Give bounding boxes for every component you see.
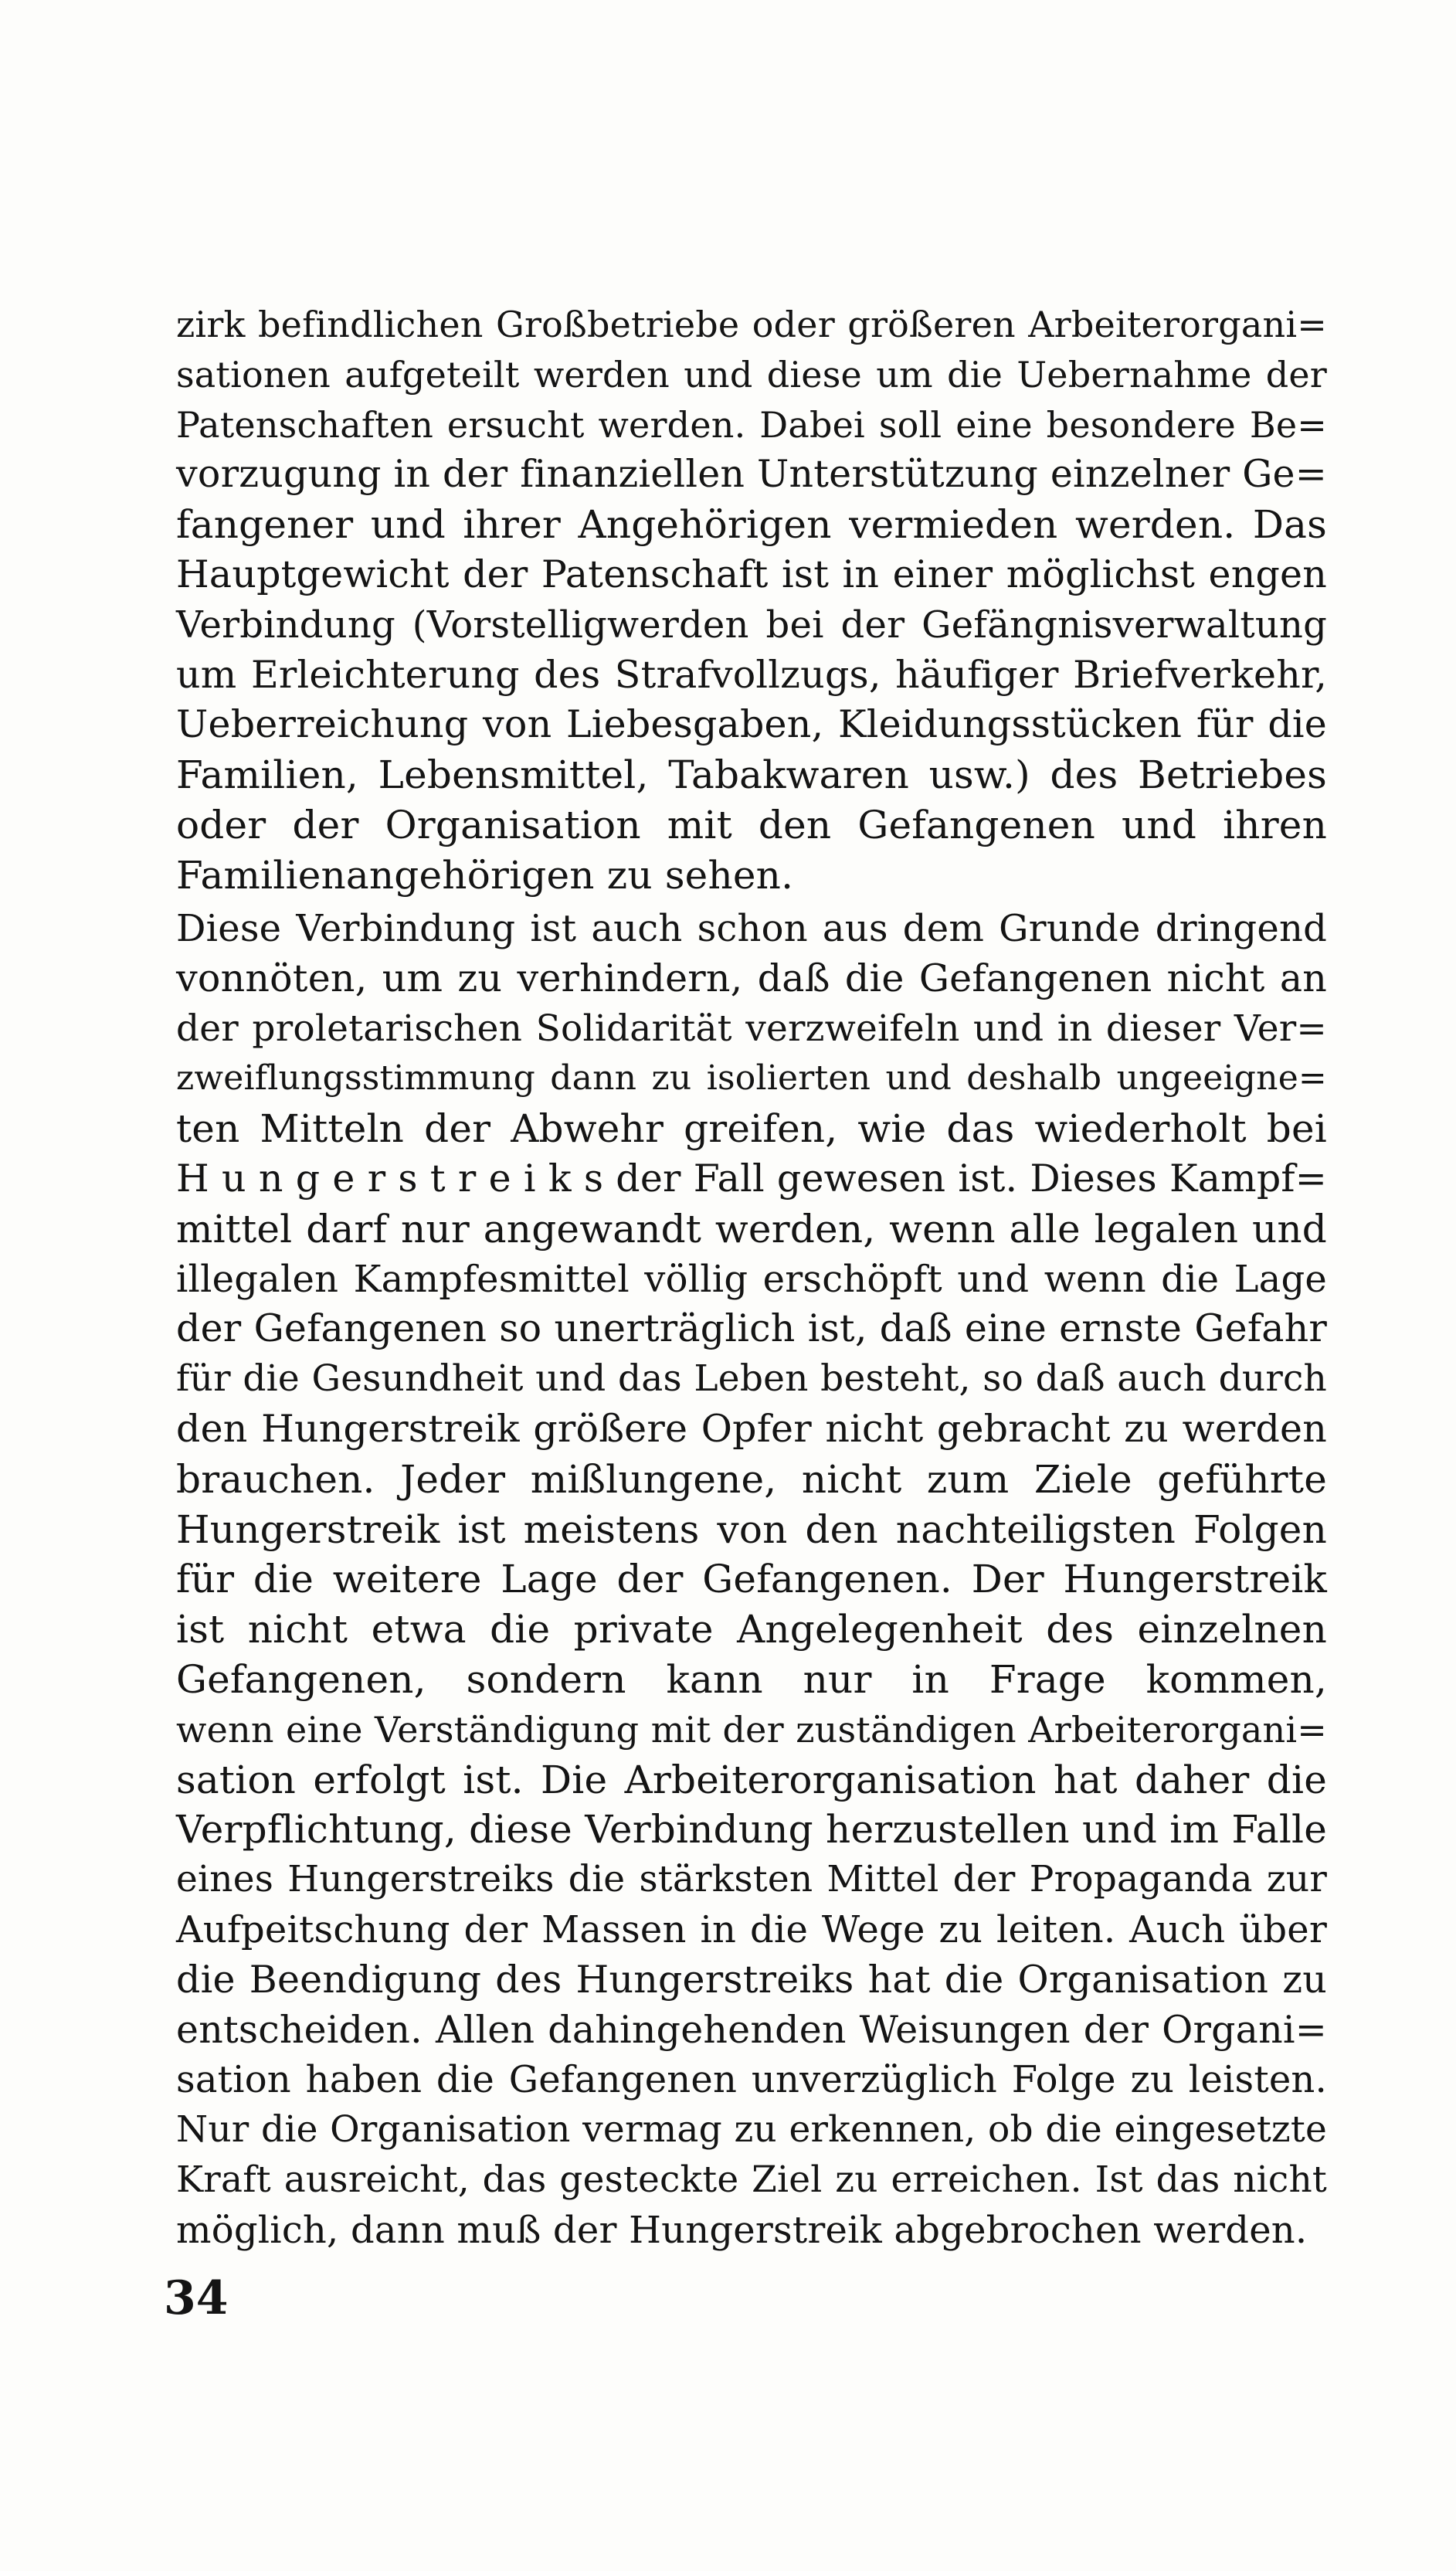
- text-line: Hungerstreik ist meistens von den nachteiligsten Folgen: [176, 1506, 1327, 1552]
- text-line: Kraft ausreicht, das gesteckte Ziel zu erreichen. Ist das nicht: [176, 2158, 1327, 2201]
- text-line: Familienangehörigen zu sehen.: [176, 852, 794, 898]
- text-line: sation haben die Gefangenen unverzüglich Folge zu leisten.: [176, 2058, 1327, 2102]
- text-line: zweiflungsstimmung dann zu isolierten und deshalb ungeeigne=: [176, 1058, 1327, 1099]
- text-line: um Erleichterung des Strafvollzugs, häufiger Briefverkehr,: [176, 652, 1327, 697]
- text-line: H u n g e r s t r e i k s der Fall gewesen ist. Dieses Kampf=: [176, 1156, 1327, 1201]
- text-line: Aufpeitschung der Massen in die Wege zu leiten. Auch über: [176, 1907, 1327, 1951]
- text-line: Verbindung (Vorstelligwerden bei der Gefängnisverwaltung: [176, 603, 1327, 647]
- paragraph-1: [176, 300, 1327, 901]
- text-line: Verpflichtung, diese Verbindung herzustellen und im Falle: [176, 1807, 1327, 1853]
- text-line: sation erfolgt ist. Die Arbeiterorganisation hat daher die: [176, 1757, 1327, 1802]
- text-line: den Hungerstreik größere Opfer nicht gebracht zu werden: [176, 1406, 1327, 1451]
- text-line: sationen aufgeteilt werden und diese um die Uebernahme der: [176, 353, 1327, 396]
- text-line: Ueberreichung von Liebesgaben, Kleidungsstücken für die: [176, 702, 1327, 747]
- text-line: ist nicht etwa die private Angelegenheit des einzelnen: [176, 1607, 1327, 1652]
- text-line: Gefangenen, sondern kann nur in Frage kommen,: [176, 1656, 1327, 1702]
- text-line: Hauptgewicht der Patenschaft ist in einer möglichst engen: [176, 552, 1327, 596]
- text-line: Diese Verbindung ist auch schon aus dem Grunde dringend: [176, 907, 1327, 950]
- text-line: Patenschaften ersucht werden. Dabei soll eine besondere Be=: [176, 403, 1327, 446]
- text-line: mittel darf nur angewandt werden, wenn alle legalen und: [176, 1206, 1327, 1252]
- text-line: Familien, Lebensmittel, Tabakwaren usw.) des Betriebes: [176, 752, 1327, 798]
- text-line: vorzugung in der finanziellen Unterstützung einzelner Ge=: [176, 452, 1327, 497]
- text-line: entscheiden. Allen dahingehenden Weisungen der Organi=: [176, 2007, 1327, 2052]
- text-line: ten Mitteln der Abwehr greifen, wie das wiederholt bei: [176, 1106, 1327, 1152]
- text-line: der Gefangenen so unerträglich ist, daß eine ernste Gefahr: [176, 1306, 1327, 1351]
- paragraph-2: [176, 904, 1327, 2256]
- text-line: vonnöten, um zu verhindern, daß die Gefangenen nicht an: [176, 956, 1327, 1000]
- text-line: wenn eine Verständigung mit der zuständigen Arbeiterorgani=: [176, 1708, 1327, 1751]
- text-line: für die weitere Lage der Gefangenen. Der Hungerstreik: [176, 1557, 1327, 1602]
- text-line: möglich, dann muß der Hungerstreik abgebrochen werden.: [176, 2208, 1308, 2252]
- text-line: oder der Organisation mit den Gefangenen und ihren: [176, 802, 1327, 847]
- text-line: Nur die Organisation vermag zu erkennen, ob die eingesetzte: [176, 2108, 1327, 2152]
- text-line: illegalen Kampfesmittel völlig erschöpft und wenn die Lage: [176, 1257, 1327, 1301]
- text-line: eines Hungerstreiks die stärksten Mittel der Propaganda zur: [176, 1858, 1327, 1901]
- text-line: zirk befindlichen Großbetriebe oder größeren Arbeiterorgani=: [176, 304, 1327, 345]
- page-number: 34: [164, 2271, 229, 2325]
- text-line: für die Gesundheit und das Leben besteht, so daß auch durch: [176, 1357, 1327, 1401]
- text-line: brauchen. Jeder mißlungene, nicht zum Ziele geführte: [176, 1456, 1327, 1502]
- text-line: der proletarischen Solidarität verzweifeln und in dieser Ver=: [176, 1007, 1327, 1050]
- text-line: die Beendigung des Hungerstreiks hat die Organisation zu: [176, 1957, 1327, 2002]
- text-line: fangener und ihrer Angehörigen vermieden werden. Das: [176, 502, 1327, 548]
